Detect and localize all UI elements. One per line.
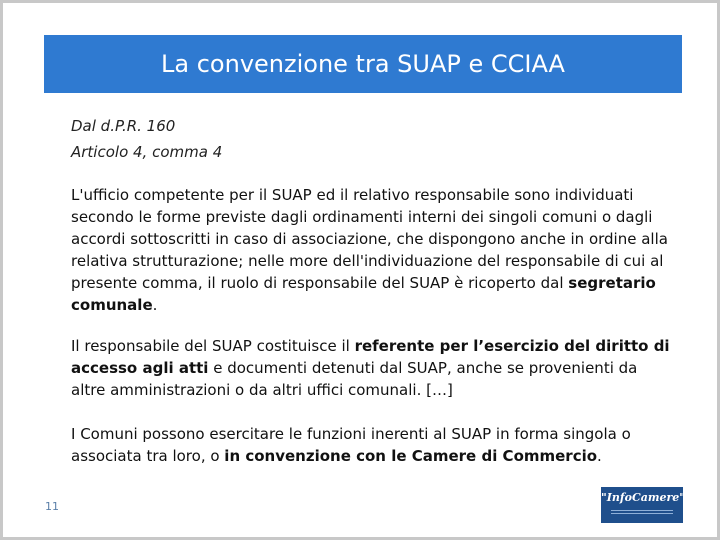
paragraph-text: . (152, 296, 158, 314)
logo-text: "InfoCamere" (601, 491, 685, 504)
paragraph-bold-text: segretario comunale (71, 274, 656, 314)
paragraph-text: L'ufficio competente per il SUAP ed il relativo responsabile sono individuati secondo le forme previste dagli ordinamenti interni dei singoli comuni o dagli accordi sottoscritti in caso di associazione, che dispongono anche in ordine alla relativa strutturazione; nelle more dell'individuazione del responsabile di cui al presente comma, il ruolo di responsabile del SUAP è ricoperto dal (71, 186, 668, 292)
paragraph-text: e documenti detenuti dal SUAP, anche se provenienti da altre amministrazioni o da altri uffici comunali. […] (71, 359, 638, 399)
slide-title: La convenzione tra SUAP e CCIAA (44, 35, 682, 93)
paragraph-convenzione (71, 423, 671, 467)
paragraph-responsabile (71, 184, 671, 316)
logo-underline (611, 510, 673, 514)
paragraph-text: . (597, 447, 602, 465)
paragraph-accesso-atti (71, 335, 671, 401)
infocamere-logo (601, 487, 683, 523)
page-number: 11 (45, 500, 59, 513)
paragraph-bold-text: in convenzione con le Camere di Commercio (224, 447, 598, 465)
paragraph-text: Il responsabile del SUAP costituisce il (71, 337, 355, 355)
paragraph-text: I Comuni possono esercitare le funzioni inerenti al SUAP in forma singola o associata tra loro, o (71, 425, 631, 465)
paragraph-bold-text: referente per l’esercizio del diritto di accesso agli atti (71, 337, 670, 377)
source-reference: Dal d.P.R. 160 (71, 117, 176, 135)
source-article: Articolo 4, comma 4 (71, 143, 223, 161)
